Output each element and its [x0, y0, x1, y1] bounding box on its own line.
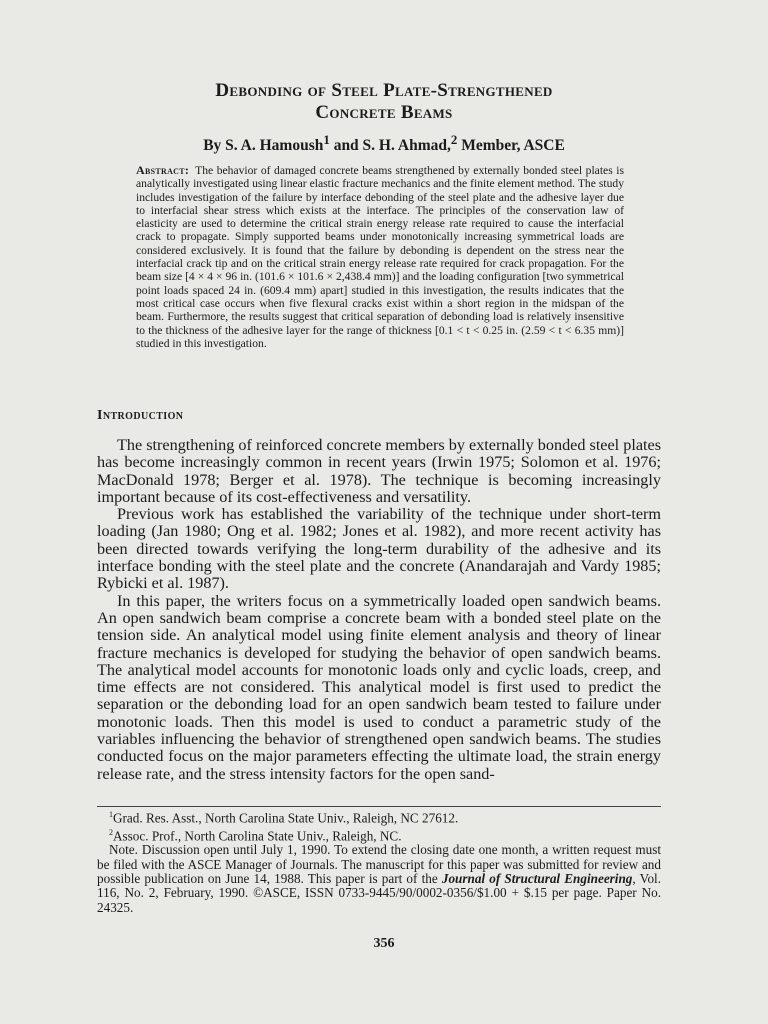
note-text-a: Note. Discussion open until July 1, 1990. To extend the closing date one month, a written request must be filed with the ASCE Manager of Journals. The manuscript for this paper was submitted for review and possible publication on June 14, 1988. This paper is part of the: [97, 842, 661, 886]
footnote-2: [97, 826, 661, 844]
footnote-1-text: Grad. Res. Asst., North Carolina State Univ., Raleigh, NC 27612.: [113, 810, 459, 826]
footnote-divider: [97, 806, 661, 807]
paragraph: In this paper, the writers focus on a symmetrically loaded open sandwich beams. An open sandwich beam comprise a concrete beam with a bonded steel plate on the tension side. An analytical model using finite element analysis and theory of linear fracture mechanics is developed for studying the behavior of open sandwich beams. The analytical model accounts for monotonic loads only and cyclic loads, creep, and time effects are not considered. This analytical model is first used to predict the separation or the debonding load for an open sandwich beam tested to failure under monotonic loads. Then this model is used to conduct a parametric study of the variables influencing the behavior of strengthened open sandwich beams. The studies conducted focus on the major parameters effecting the ultimate load, the strain energy release rate, and the stress intensity factors for the open sand-: [97, 591, 661, 783]
abstract: [136, 164, 624, 350]
journal-name: Journal of Structural Engineering: [441, 870, 633, 886]
footnote-1: [97, 808, 661, 826]
section-heading: Introduction: [97, 408, 184, 423]
abstract-text: The behavior of damaged concrete beams strengthened by externally bonded steel plates is analytically investigated using linear elastic fracture mechanics and the finite element method. The study includes investigation of the failure by interface debonding of the steel plate and the adhesive layer due to interfacial shear stress which exists at the interface. The principles of the conservation law of elasticity are used to determine the critical strain energy release rate required to cause the interfacial crack to propagate. Simply supported beams under monotonically increasing symmetrical loads are considered exclusively. It is found that the failure by debonding is dependent on the stress near the interfacial crack tip and on the critical strain energy release rate required for crack propagation. For the beam size [4 × 4 × 96 in. (101.6 × 101.6 × 2,438.4 mm)] and the loading configuration [two symmetrical point loads spaced 24 in. (609.4 mm) apart] studied in this investigation, the results indicates that the most critical case occurs when five flexural cracks exist within a short region in the midspan of the beam. Furthermore, the results suggest that critical separation of debonding load is relatively insensitive to the thickness of the adhesive layer for the range of thickness [0.1 < t < 0.25 in. (2.59 < t < 6.35 mm)] studied in this investigation.: [136, 164, 624, 350]
footnote-1-mark: 1: [109, 810, 113, 819]
author1-footnote-mark: 1: [323, 132, 330, 147]
abstract-label: Abstract:: [136, 163, 190, 177]
authors-mid: and S. H. Ahmad,: [329, 137, 451, 155]
title-line-1: Debonding of Steel Plate-Strengthened: [215, 80, 553, 101]
body-text: [97, 437, 661, 783]
footnote-2-text: Assoc. Prof., North Carolina State Univ., Raleigh, NC.: [113, 828, 402, 844]
authors-suffix: Member, ASCE: [457, 137, 565, 155]
author-line: [100, 132, 668, 155]
paragraph: The strengthening of reinforced concrete members by externally bonded steel plates has become increasingly common in recent years (Irwin 1975; Solomon et al. 1976; MacDonald 1978; Berger et al. 1978). The technique is becoming increasingly important because of its cost-effectiveness and versatility.: [97, 436, 661, 506]
footnote-2-mark: 2: [109, 827, 113, 837]
title-line-2: Concrete Beams: [315, 102, 453, 123]
footnotes: [97, 808, 661, 915]
note-text-b: , Vol. 116, No. 2, February, 1990. ©ASCE, ISSN 0733-9445/90/0002-0356/$1.00 + $.15 per page. Paper No. 24325.: [97, 870, 661, 915]
paragraph: Previous work has established the variability of the technique under short-term loading (Jan 1980; Ong et al. 1982; Jones et al. 1982), and more recent activity has been directed towards verifying the long-term durability of the adhesive and its interface bonding with the steel plate and the concrete (Anandarajah and Vardy 1985; Rybicki et al. 1987).: [97, 505, 661, 593]
publication-note: [97, 843, 661, 914]
authors-prefix: By S. A. Hamoush: [203, 137, 324, 155]
paper-title: [100, 80, 668, 124]
author2-footnote-mark: 2: [450, 132, 458, 147]
page-number: 356: [373, 936, 395, 951]
